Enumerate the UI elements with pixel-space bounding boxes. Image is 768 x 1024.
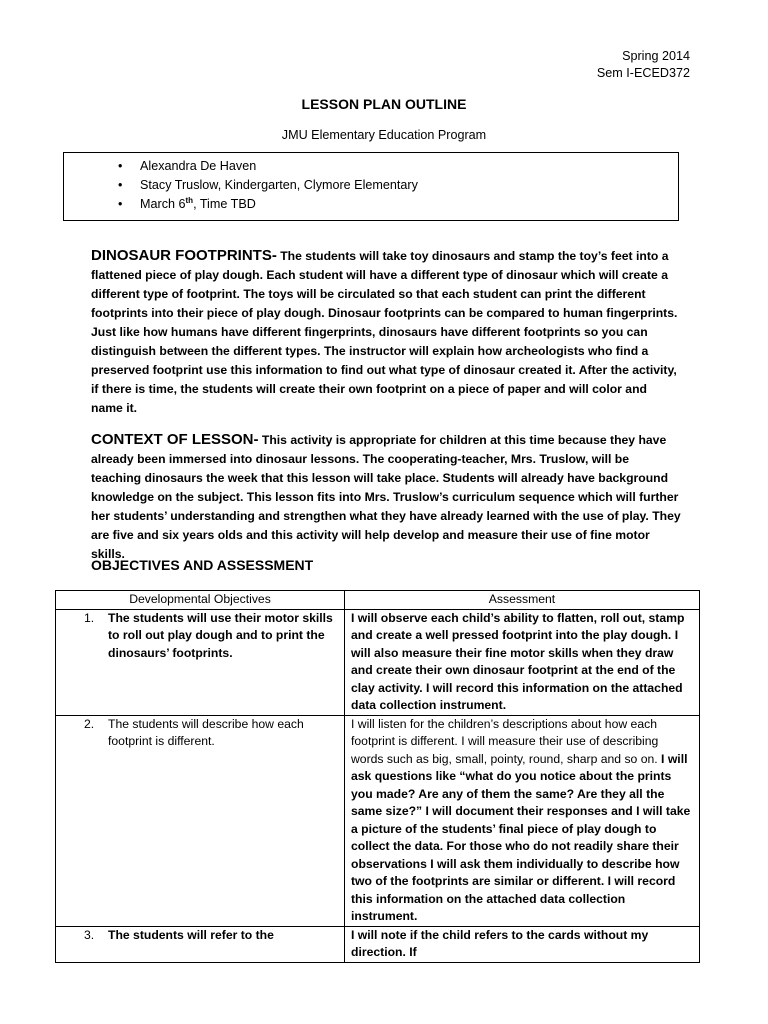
info-list — [140, 157, 418, 214]
objectives-table — [55, 590, 700, 963]
objective-text: The students will refer to the — [108, 927, 274, 942]
info-box — [63, 152, 679, 221]
objectives-heading: OBJECTIVES AND ASSESSMENT — [91, 557, 314, 573]
footprints-text: The students will take toy dinosaurs and stamp the toy’s feet into a flattened piece of play dough. Each student will have a different type of dinosaur which will create a different type of footprint. The toys will be circulated so that each student can print the different footprints into their piece of play dough. Dinosaur footprints can be compared to human fingerprints. Just like how humans have different fingerprints, dinosaurs have different footprints so you can distinguish between the different types. The instructor will explain how archeologists who find a preserved footprint use this information to find out what type of dinosaur created it. After the activity, if there is time, the students will create their own footprint on a piece of paper and will color and name it. — [91, 249, 678, 415]
assessment-cell — [345, 715, 700, 926]
date-suffix: , Time TBD — [193, 197, 256, 211]
document-subtitle: JMU Elementary Education Program — [281, 128, 487, 142]
info-teacher: • Stacy Truslow, Kindergarten, Clymore Elementary — [140, 176, 418, 195]
info-date — [140, 195, 418, 214]
context-paragraph — [91, 430, 681, 564]
col-assessment-header: Assessment — [345, 591, 700, 610]
assessment-cell: I will observe each child’s ability to flatten, roll out, stamp and create a well pressed footprint into the play dough. I will also measure their fine motor skills when they draw and create their own dinosaur footprint at the end of the clay activity. I will record this information on the attached data collection instrument. — [345, 609, 700, 715]
table-row — [56, 926, 700, 962]
term-label: Spring 2014 — [622, 49, 690, 63]
assessment-cell: I will note if the child refers to the cards without my direction. If — [345, 926, 700, 962]
context-heading: CONTEXT OF LESSON- — [91, 431, 259, 448]
course-header — [597, 48, 690, 82]
objective-number: 3. — [84, 927, 95, 942]
objective-number: 1. — [84, 610, 95, 625]
objective-cell — [56, 609, 345, 715]
date-prefix: March 6 — [140, 197, 186, 211]
table-clip — [0, 590, 768, 959]
footprints-heading: DINOSAUR FOOTPRINTS- — [91, 247, 277, 264]
context-text: This activity is appropriate for children at this time because they have already been immersed into dinosaur lessons. The cooperating-teacher, Mrs. Truslow, will be teaching dinosaurs the week that this lesson will take place. Students will already have background knowledge on the subject. This lesson fits into Mrs. Truslow’s curriculum sequence which will further her students’ understanding and strengthen what they have already learned with the use of play. They are five and six years olds and this activity will help develop and measure their use of fine motor skills. — [91, 433, 681, 561]
course-label: Sem I-ECED372 — [596, 66, 690, 80]
assessment-text-bold: I will ask questions like “what do you notice about the prints you made? Are any of them the same? Are they all the same size?” I will document their responses and I will take a picture of the students’ final piece of play dough to collect the data. For those who do not readily share their observations I will ask them individually to describe how two of the footprints are similar or different. I will record this information on the attached data collection instrument. — [351, 751, 691, 923]
footprints-paragraph — [91, 246, 681, 418]
col-objectives-header: Developmental Objectives — [56, 591, 345, 610]
objective-cell — [56, 926, 345, 962]
objective-number: 2. — [84, 716, 95, 731]
objective-cell — [56, 715, 345, 926]
objective-text: The students will use their motor skills to roll out play dough and to print the dinosaurs’ footprints. — [108, 610, 333, 660]
table-row — [56, 609, 700, 715]
document-title: LESSON PLAN OUTLINE — [301, 96, 467, 112]
objective-text: The students will describe how each footprint is different. — [108, 716, 304, 748]
date-suffix-sup: th — [185, 195, 194, 205]
table-row — [56, 715, 700, 926]
info-author: • Alexandra De Haven — [140, 157, 418, 176]
assessment-text-plain: I will listen for the children’s descriptions about how each footprint is different. I will measure their use of describing words such as big, small, pointy, round, sharp and so on. — [351, 716, 659, 766]
table-header-row — [56, 591, 700, 610]
